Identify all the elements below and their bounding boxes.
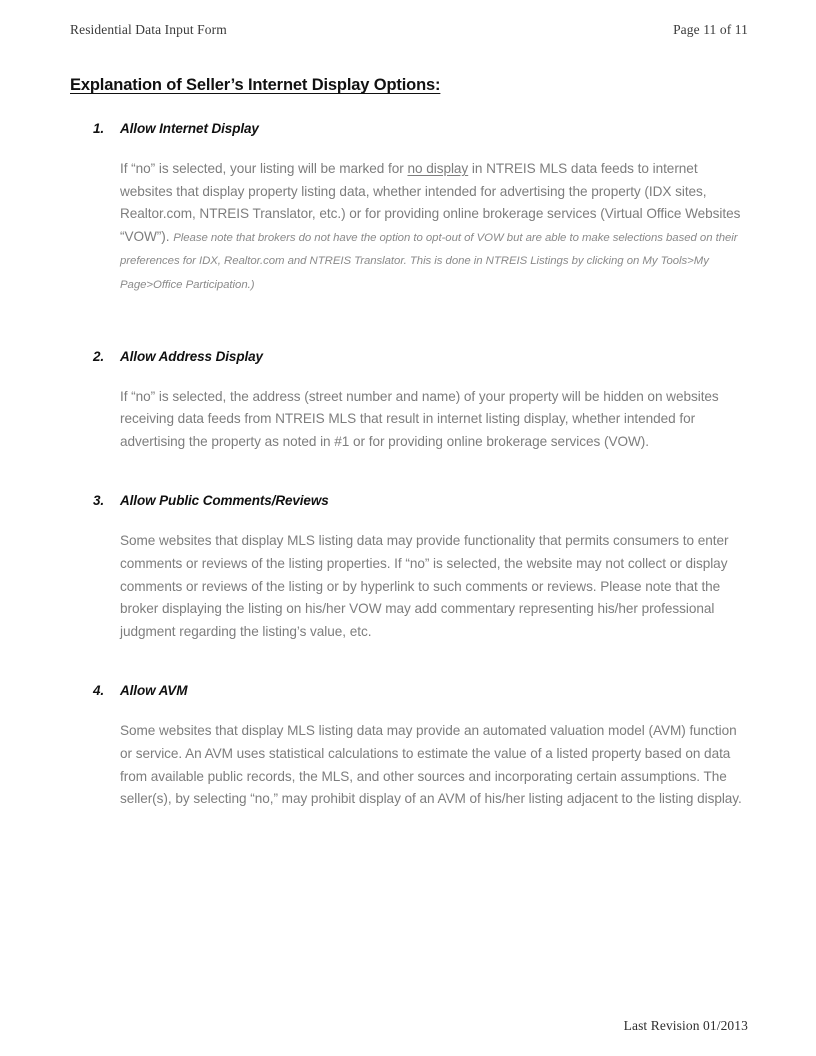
running-footer [70, 1018, 748, 1034]
item-heading-4 [70, 683, 746, 698]
spacer [70, 453, 746, 493]
list-item [70, 121, 746, 297]
item-heading-2 [70, 349, 746, 364]
item-label-4: Allow AVM [120, 683, 188, 699]
header-page-number: Page 11 of 11 [673, 22, 748, 37]
item-label-1: Allow Internet Display [120, 121, 259, 136]
list-item [70, 349, 746, 454]
item-body-1-underlined-term: no display [407, 161, 469, 176]
item-number-1: 1. [93, 121, 105, 136]
document-body [70, 76, 746, 811]
list-item [70, 493, 746, 643]
item-body-1 [70, 158, 746, 297]
item-number-3: 3. [93, 493, 105, 509]
item-number-2: 2. [93, 348, 105, 364]
running-header [70, 22, 748, 38]
item-body-3: Some websites that display MLS listing data may provide functionality that permits consumers to enter comments or reviews of the listing properties. If “no” is selected, the website may not collect or display comments or reviews of the listing or by hyperlink to such comments or reviews. Please note that the broker displaying the listing on his/her VOW may add commentary representing his/her professional judgment regarding the listing’s value, etc. [120, 533, 729, 639]
item-heading-3 [70, 493, 746, 508]
header-document-title: Residential Data Input Form [70, 22, 227, 37]
item-heading-1 [70, 121, 746, 136]
item-body-1-part1: If “no” is selected, your listing will be marked for [120, 161, 408, 176]
item-body-4: Some websites that display MLS listing data may provide an automated valuation model (AVM) function or service. An AVM uses statistical calculations to estimate the value of a listed property based on data from available public records, the MLS, and other sources and incorporating certain assumptions. The seller(s), by selecting “no,” may prohibit display of an AVM of his/her listing adjacent to the listing display. [120, 723, 742, 807]
item-label-3: Allow Public Comments/Reviews [120, 493, 329, 509]
item-body-1-note: Please note that brokers do not have the option to opt-out of VOW but are able to make selections based on their preferences for IDX, Realtor.com and NTREIS Translator. This is done in NTREIS Listings by clicking on My Tools>My Page>Office Participation.) [120, 231, 738, 291]
page-title: Explanation of Seller’s Internet Display Options: [70, 76, 441, 94]
footer-revision-text: Last Revision 01/2013 [623, 1018, 748, 1033]
item-number-4: 4. [93, 683, 105, 699]
spacer [70, 297, 746, 349]
item-body-2: If “no” is selected, the address (street number and name) of your property will be hidden on websites receiving data feeds from NTREIS MLS that result in internet listing display, whether intended for advertising the property as noted in #1 or for providing online brokerage services (VOW). [120, 388, 719, 449]
item-label-2: Allow Address Display [120, 348, 263, 364]
item-body-1-part2: in NTREIS MLS data feeds to internet websites that display property listing data, whether intended for advertising the property (IDX sites, Realtor.com, NTREIS Translator, etc.) or for providing online brokerage services (Virtual Office Websites “VOW”). [120, 161, 741, 244]
list-item [70, 683, 746, 810]
spacer [70, 643, 746, 683]
